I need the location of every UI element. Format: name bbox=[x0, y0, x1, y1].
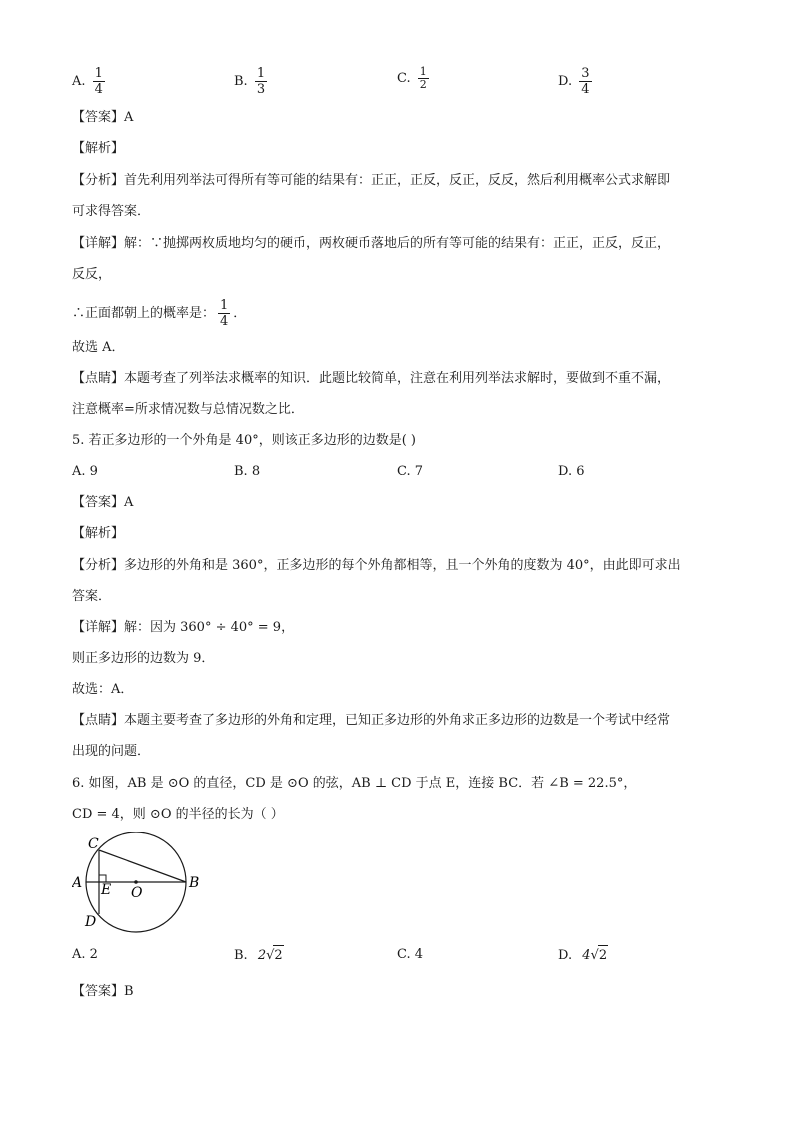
numerator: 1 bbox=[256, 66, 266, 81]
q5-comment-line-2: 出现的问题． bbox=[72, 744, 151, 759]
q5-option-a: A. 9 bbox=[72, 464, 98, 479]
q5-choose: 故选：A． bbox=[72, 682, 134, 697]
q5-detail-line-2: 则正多边形的边数为 9． bbox=[72, 651, 215, 666]
q5-jiexi: 【解析】 bbox=[72, 526, 125, 541]
label-c: C bbox=[88, 836, 99, 852]
q4-option-a bbox=[72, 66, 108, 97]
label-b: B bbox=[189, 875, 200, 891]
q6-option-d bbox=[558, 945, 608, 966]
q5-answer: 【答案】A bbox=[72, 495, 134, 510]
q4-jiexi: 【解析】 bbox=[72, 141, 125, 156]
sqrt-sign: √ bbox=[590, 948, 599, 963]
q5-analysis-line-1: 【分析】多边形的外角和是 360°，正多边形的每个外角都相等，且一个外角的度数为 40°，由此即可求出 bbox=[72, 558, 681, 573]
fraction bbox=[579, 66, 591, 97]
q5-option-b: B. 8 bbox=[234, 464, 261, 479]
option-letter: B. bbox=[234, 74, 248, 89]
option-value: 2 bbox=[89, 947, 98, 962]
option-coefficient: 2 bbox=[257, 948, 267, 963]
denominator: 3 bbox=[256, 82, 266, 97]
option-letter: A. bbox=[72, 74, 86, 89]
q5-comment-line-1: 【点睛】本题主要考查了多边形的外角和定理，已知正多边形的外角求正多边形的边数是一个考试中经常 bbox=[72, 713, 671, 728]
q4-option-c bbox=[397, 66, 432, 91]
q4-option-d bbox=[558, 66, 595, 97]
circle-geometry-figure bbox=[72, 832, 212, 936]
fraction bbox=[255, 66, 267, 97]
q4-detail-line-1: 【详解】解：∵抛掷两枚质地均匀的硬币，两枚硬币落地后的所有等可能的结果有：正正，正反，反正， bbox=[72, 236, 671, 251]
numerator: 1 bbox=[419, 65, 427, 78]
label-e: E bbox=[101, 882, 112, 898]
numerator: 3 bbox=[581, 66, 590, 81]
denominator: 4 bbox=[94, 82, 103, 97]
q4-analysis-line-2: 可求得答案． bbox=[72, 204, 151, 219]
denominator: 2 bbox=[419, 78, 427, 91]
option-letter: C. bbox=[397, 947, 411, 962]
q6-question-line-2: CD = 4，则 ⊙O 的半径的长为（ ） bbox=[72, 807, 284, 822]
q5-option-d: D. 6 bbox=[558, 464, 585, 479]
q5-option-c: C. 7 bbox=[397, 464, 424, 479]
option-letter: C. bbox=[397, 71, 411, 86]
denominator: 4 bbox=[581, 82, 590, 97]
q4-comment-line-1: 【点睛】本题考查了列举法求概率的知识．此题比较简单，注意在利用列举法求解时，要做到不重不漏， bbox=[72, 371, 671, 386]
probability-fraction bbox=[218, 298, 230, 329]
q4-answer: 【答案】A bbox=[72, 110, 134, 125]
option-letter: A. bbox=[72, 947, 86, 962]
probability-suffix: ． bbox=[233, 306, 247, 321]
numerator: 1 bbox=[220, 298, 229, 313]
q6-question-line-1: 6. 如图，AB 是 ⊙O 的直径，CD 是 ⊙O 的弦，AB ⊥ CD 于点 E，连接 BC．若 ∠B = 22.5°， bbox=[72, 776, 637, 791]
option-letter: D. bbox=[558, 74, 573, 89]
center-point bbox=[134, 880, 138, 884]
sqrt-radicand: 2 bbox=[273, 945, 283, 966]
q4-option-b bbox=[234, 66, 270, 97]
q5-analysis-line-2: 答案． bbox=[72, 589, 112, 604]
q4-choose: 故选 A． bbox=[72, 340, 125, 355]
q6-option-a bbox=[72, 945, 98, 965]
probability-prefix: ∴正面都朝上的概率是： bbox=[72, 306, 216, 321]
q4-detail-line-3 bbox=[72, 298, 246, 329]
q6-answer: 【答案】B bbox=[72, 984, 134, 999]
q4-detail-line-2: 反反， bbox=[72, 267, 112, 282]
option-coefficient: 4 bbox=[582, 948, 591, 963]
q4-comment-line-2: 注意概率=所求情况数与总情况数之比． bbox=[72, 402, 304, 417]
label-a: A bbox=[72, 875, 83, 891]
q5-detail-line-1: 【详解】解：因为 360° ÷ 40° = 9， bbox=[72, 620, 295, 635]
segment-bc bbox=[99, 850, 186, 882]
sqrt-sign: √ bbox=[266, 948, 275, 963]
option-letter: B. bbox=[234, 948, 248, 963]
q4-analysis-line-1: 【分析】首先利用列举法可得所有等可能的结果有：正正，正反，反正，反反，然后利用概率公式求解即 bbox=[72, 173, 671, 188]
option-letter: D. bbox=[558, 948, 573, 963]
numerator: 1 bbox=[94, 66, 103, 81]
q6-option-b bbox=[234, 945, 284, 966]
denominator: 4 bbox=[220, 314, 229, 329]
fraction bbox=[93, 66, 105, 97]
right-angle-mark bbox=[99, 875, 106, 882]
sqrt-radicand: 2 bbox=[598, 945, 608, 966]
fraction bbox=[418, 66, 429, 91]
label-o: O bbox=[131, 885, 143, 901]
q6-option-c bbox=[397, 945, 423, 965]
label-d: D bbox=[85, 914, 97, 930]
option-value: 4 bbox=[414, 947, 424, 962]
q5-question: 5. 若正多边形的一个外角是 40°，则该正多边形的边数是( ) bbox=[72, 433, 416, 448]
